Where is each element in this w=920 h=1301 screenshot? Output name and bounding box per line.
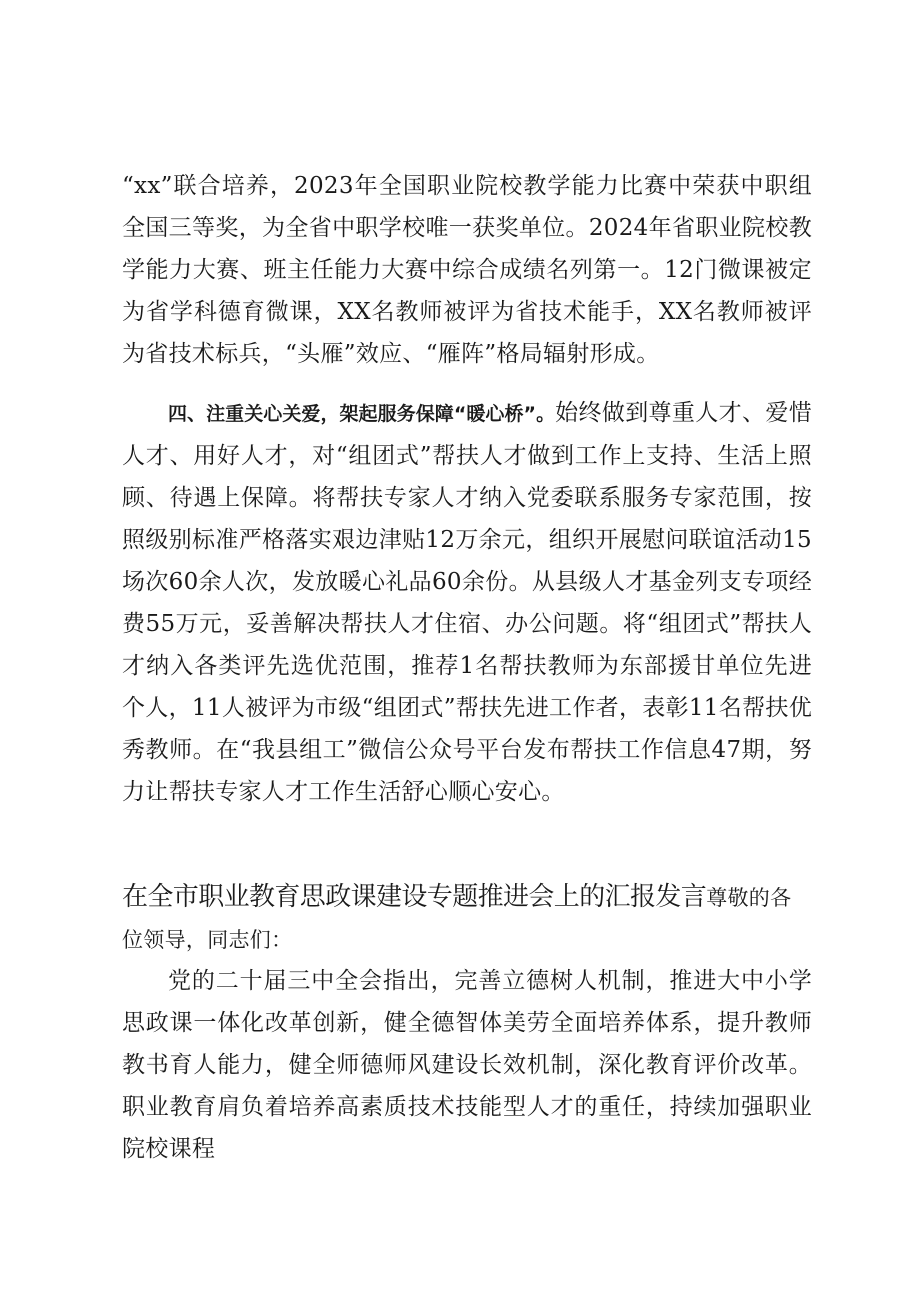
section-four-body: 始终做到尊重人才、爱惜人才、用好人才，对“组团式”帮扶人才做到工作上支持、生活上照顾、待遇上保障。将帮扶专家人才纳入党委联系服务专家范围，按照级别标准严格落实艰边津贴12万余元，组织开展慰问联谊活动15场次60余人次，发放暖心礼品60余份。从县级人才基金列支专项经费55万元，妥善解决帮扶人才住宿、办公问题。将“组团式”帮扶人才纳入各类评先选优范围，推荐1名帮扶教师为东部援甘单位先进个人，11人被评为市级“组团式”帮扶先进工作者，表彰11名帮扶优秀教师。在“我县组工”微信公众号平台发布帮扶工作信息47期，努力让帮扶专家人才工作生活舒心顺心安心。 [122, 400, 812, 805]
paragraph-achievements: “xx”联合培养，2023年全国职业院校教学能力比赛中荣获中职组全国三等奖，为全省中职学校唯一获奖单位。2024年省职业院校教学能力大赛、班主任能力大赛中综合成绩名列第一。12门微课被定为省学科德育微课，XX名教师被评为省技术能手，XX名教师被评为省技术标兵，“头雁”效应、“雁阵”格局辐射形成。 [122, 173, 812, 367]
paragraph-speech-intro: 党的二十届三中全会指出，完善立德树人机制，推进大中小学思政课一体化改革创新，健全德智体美劳全面培养体系，提升教师教书育人能力，健全师德师风建设长效机制，深化教育评价改革。职业教育肩负着培养高素质技术技能型人才的重任，持续加强职业院校课程 [122, 968, 812, 1162]
speech-title: 在全市职业教育思政课建设专题推进会上的汇报发言 [122, 882, 707, 912]
salutation: 尊敬的各位领导，同志们： [122, 886, 792, 952]
paragraph-care-support [122, 392, 812, 813]
section-four-lead: 四、注重关心关爱，架起服务保障“暖心桥”。 [168, 403, 556, 425]
speech-heading [122, 876, 812, 961]
